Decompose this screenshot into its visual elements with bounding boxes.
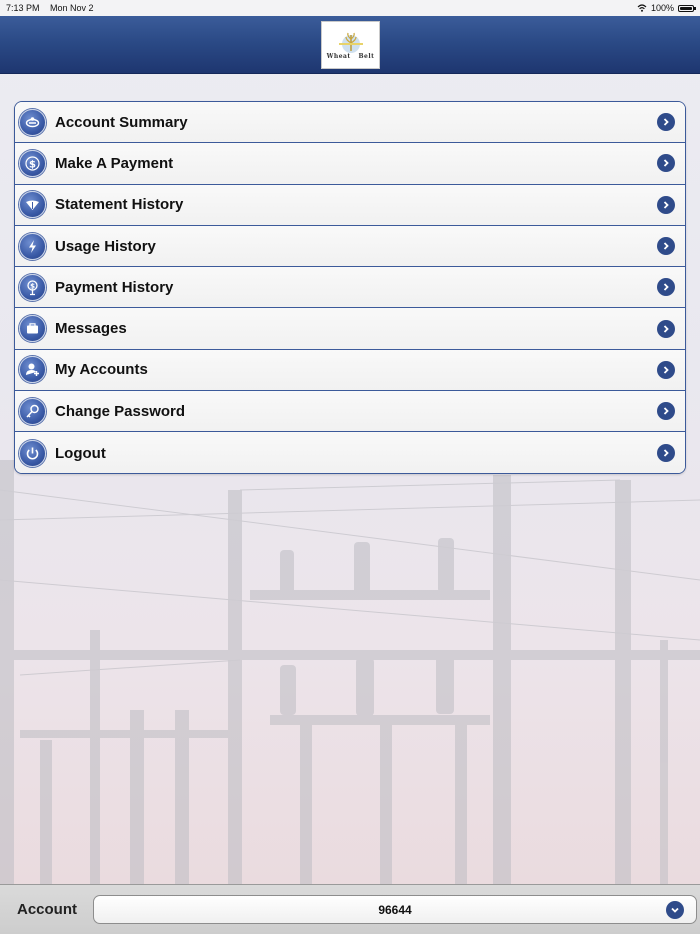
key-icon xyxy=(19,398,46,425)
menu-item-label: Payment History xyxy=(55,278,174,296)
account-summary-icon xyxy=(19,109,46,136)
menu-item-label: Messages xyxy=(55,320,127,338)
statement-icon xyxy=(19,191,46,218)
status-date: Mon Nov 2 xyxy=(50,3,94,13)
battery-icon xyxy=(678,5,694,12)
menu-item-label: Change Password xyxy=(55,402,186,420)
account-value: 96644 xyxy=(378,902,412,917)
svg-text:$: $ xyxy=(29,159,36,171)
battery-percent: 100% xyxy=(650,3,674,13)
logo-text xyxy=(327,53,375,60)
menu-item-change-password[interactable] xyxy=(15,391,685,432)
account-footer xyxy=(0,884,700,934)
wheatbelt-logo xyxy=(321,21,380,69)
chevron-down-icon xyxy=(666,901,684,919)
main-menu xyxy=(14,101,686,474)
menu-item-make-a-payment[interactable] xyxy=(15,143,685,184)
menu-item-payment-history[interactable] xyxy=(15,267,685,308)
menu-item-label: Usage History xyxy=(55,237,156,255)
app-header xyxy=(0,16,700,74)
lightning-icon xyxy=(19,233,46,260)
chevron-right-icon xyxy=(657,196,675,214)
status-right xyxy=(637,3,694,13)
logo-line2: Belt xyxy=(358,52,375,60)
menu-item-usage-history[interactable] xyxy=(15,226,685,267)
account-label: Account xyxy=(17,901,77,918)
status-left xyxy=(6,3,102,13)
wheat-logo-icon xyxy=(336,31,366,53)
user-add-icon xyxy=(19,356,46,383)
power-icon xyxy=(19,440,46,467)
account-select[interactable] xyxy=(93,895,697,924)
status-bar xyxy=(0,0,700,16)
chevron-right-icon xyxy=(657,402,675,420)
payment-history-icon xyxy=(19,274,46,301)
chevron-right-icon xyxy=(657,278,675,296)
chevron-right-icon xyxy=(657,237,675,255)
menu-item-messages[interactable] xyxy=(15,308,685,349)
menu-item-label: Account Summary xyxy=(55,113,188,131)
menu-item-label: Logout xyxy=(55,444,106,462)
menu-item-account-summary[interactable] xyxy=(15,102,685,143)
logo-line1: Wheat xyxy=(326,52,351,60)
chevron-right-icon xyxy=(657,113,675,131)
menu-item-label: My Accounts xyxy=(55,361,148,379)
menu-item-label: Make A Payment xyxy=(55,154,174,172)
menu-item-statement-history[interactable] xyxy=(15,185,685,226)
svg-text:$: $ xyxy=(30,282,35,291)
menu-item-logout[interactable] xyxy=(15,432,685,473)
dollar-icon xyxy=(19,150,46,177)
wifi-icon xyxy=(637,4,647,12)
substation-background-image xyxy=(0,460,700,885)
messages-icon xyxy=(19,315,46,342)
chevron-right-icon xyxy=(657,320,675,338)
chevron-right-icon xyxy=(657,444,675,462)
menu-item-label: Statement History xyxy=(55,196,184,214)
chevron-right-icon xyxy=(657,361,675,379)
chevron-right-icon xyxy=(657,154,675,172)
status-time: 7:13 PM xyxy=(6,3,40,13)
menu-item-my-accounts[interactable] xyxy=(15,350,685,391)
